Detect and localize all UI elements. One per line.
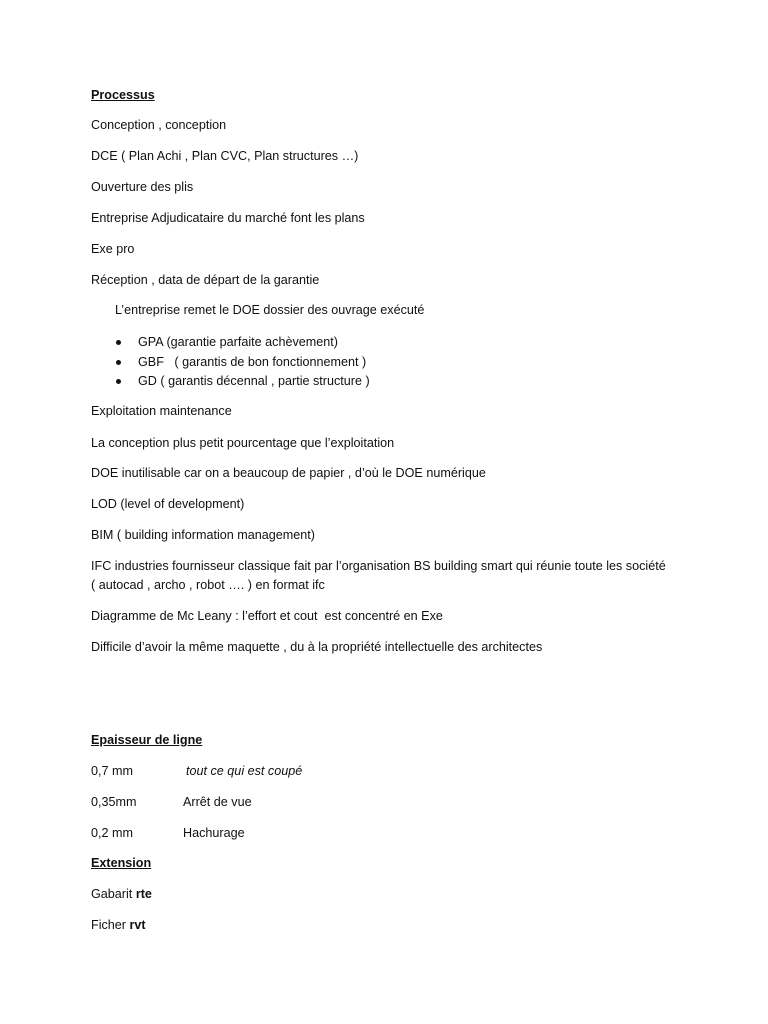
bullet-item — [138, 354, 366, 370]
section-heading-extension: Extension — [91, 856, 152, 870]
thickness-label: tout ce qui est coupé — [186, 764, 303, 778]
text-line: Conception , conception — [91, 118, 227, 132]
text-line: LOD (level of development) — [91, 497, 245, 511]
bullet-text: GBF ( garantis de bon fonctionnement ) — [138, 355, 367, 369]
text-line: Entreprise Adjudicataire du marché font les plans — [91, 211, 365, 225]
bullet-icon — [116, 340, 121, 345]
section-heading-epaisseur: Epaisseur de ligne — [91, 733, 203, 747]
text-line: La conception plus petit pourcentage que l’exploitation — [91, 436, 395, 450]
text-line: Exploitation maintenance — [91, 404, 232, 418]
bullet-icon — [116, 379, 121, 384]
text-line: Difficile d’avoir la même maquette , du à la propriété intellectuelle des architectes — [91, 640, 543, 654]
thickness-label: Hachurage — [183, 826, 245, 840]
bullet-icon — [116, 360, 121, 365]
text-line: Réception , data de départ de la garantie — [91, 273, 320, 287]
bullet-text: GD ( garantis décennal , partie structure ) — [138, 374, 370, 388]
thickness-label: Arrêt de vue — [183, 795, 252, 809]
indented-text-line: L’entreprise remet le DOE dossier des ouvrage exécuté — [115, 303, 425, 317]
thickness-row — [91, 763, 491, 779]
thickness-value: 0,7 mm — [91, 764, 133, 778]
text-line: BIM ( building information management) — [91, 528, 315, 542]
extension-name: rvt — [129, 918, 146, 932]
section-heading-processus: Processus — [91, 88, 155, 102]
extension-name: rte — [135, 887, 152, 901]
text-line: Diagramme de Mc Leany : l’effort et cout est concentré en Exe — [91, 609, 443, 623]
extension-prefix: Ficher — [91, 918, 130, 932]
text-line: Exe pro — [91, 242, 135, 256]
text-line: Ouverture des plis — [91, 180, 194, 194]
thickness-row — [91, 825, 491, 841]
text-line: DCE ( Plan Achi , Plan CVC, Plan structures …) — [91, 149, 359, 163]
bullet-item — [138, 373, 370, 389]
extension-row — [91, 917, 146, 933]
extension-row — [91, 886, 152, 902]
thickness-row — [91, 794, 491, 810]
bullet-item — [138, 334, 338, 350]
text-line: DOE inutilisable car on a beaucoup de papier , d’où le DOE numérique — [91, 466, 486, 480]
text-paragraph: IFC industries fournisseur classique fait par l’organisation BS building smart qui réunie toute les société ( autocad , archo , robot …. ) en format ifc — [91, 559, 666, 592]
thickness-value: 0,2 mm — [91, 826, 133, 840]
thickness-value: 0,35mm — [91, 795, 137, 809]
extension-prefix: Gabarit — [91, 887, 136, 901]
bullet-text: GPA (garantie parfaite achèvement) — [138, 335, 338, 349]
